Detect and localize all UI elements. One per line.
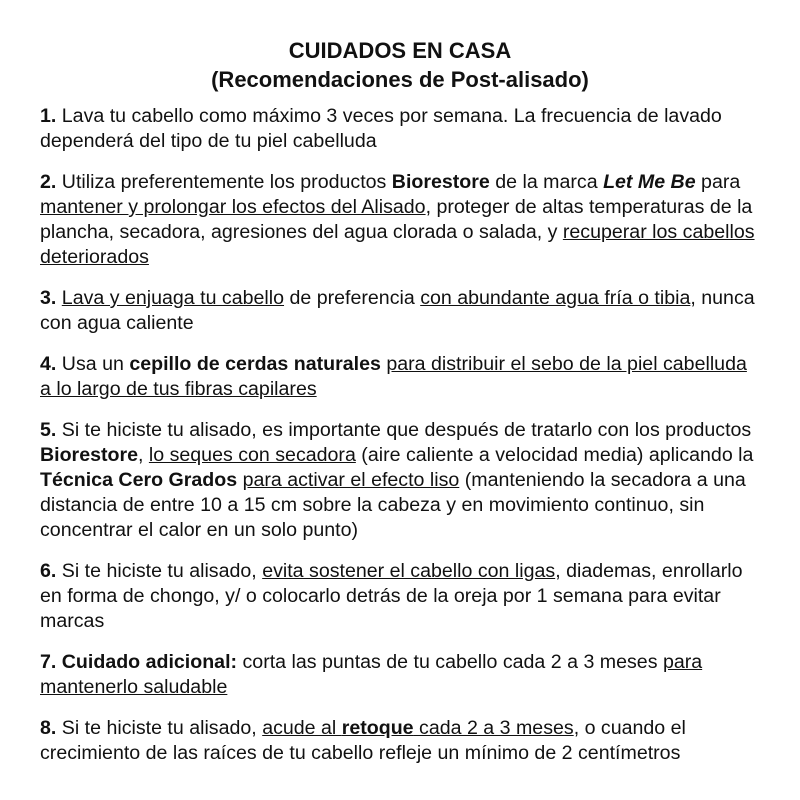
- page-title: CUIDADOS EN CASA: [288, 38, 512, 63]
- text-segment: de la marca: [489, 171, 604, 193]
- text-segment: para mantenerlo saludable: [40, 651, 703, 698]
- text-segment: Biorestore: [40, 444, 138, 466]
- list-item: [40, 418, 762, 543]
- text-segment: corta las puntas de tu cabello cada 2 a 3 meses: [237, 651, 663, 673]
- text-segment: para activar el efecto liso: [242, 469, 460, 491]
- text-segment: de preferencia: [284, 287, 421, 309]
- text-segment: mantener y prolongar los efectos del Alisado: [40, 196, 426, 218]
- list-item: [40, 352, 762, 402]
- text-segment: recuperar los cabellos deteriorados: [40, 221, 755, 268]
- page-subtitle: (Recomendaciones de Post-alisado): [211, 67, 589, 92]
- text-segment: Usa un: [56, 353, 130, 375]
- text-segment: cada 2 a 3 meses: [413, 717, 574, 739]
- list-item: [40, 170, 762, 270]
- text-segment: cepillo de cerdas naturales: [129, 353, 381, 375]
- text-segment: 1.: [40, 105, 57, 127]
- text-segment: Si te hiciste tu alisado, es importante que después de tratarlo con los productos: [56, 419, 752, 441]
- list-item: [40, 559, 762, 634]
- text-segment: Lava tu cabello como máximo 3 veces por semana. La frecuencia de lavado dependerá del tipo de tu piel cabelluda: [40, 105, 722, 152]
- document-header: [0, 0, 800, 94]
- text-segment: 3.: [40, 287, 57, 309]
- text-segment: Técnica Cero Grados: [40, 469, 238, 491]
- list-item: [40, 286, 762, 336]
- text-segment: para: [695, 171, 741, 193]
- text-segment: 4.: [40, 353, 57, 375]
- text-segment: , diademas, enrollarlo en forma de chongo, y/ o colocarlo detrás de la oreja por 1 semana para evitar marcas: [40, 560, 743, 632]
- text-segment: 2.: [40, 171, 57, 193]
- text-segment: 6.: [40, 560, 57, 582]
- text-segment: evita sostener el cabello con ligas: [262, 560, 556, 582]
- text-segment: Lava y enjuaga tu cabello: [61, 287, 285, 309]
- text-segment: Utiliza preferentemente los productos: [56, 171, 392, 193]
- text-segment: , nunca con agua caliente: [40, 287, 755, 334]
- list-item: [40, 104, 762, 154]
- text-segment: Si te hiciste tu alisado,: [56, 560, 263, 582]
- recommendations-list: [0, 94, 800, 766]
- text-segment: Biorestore: [391, 171, 490, 193]
- list-item: [40, 716, 762, 766]
- text-segment: Let Me Be: [603, 171, 696, 193]
- text-segment: acude al: [262, 717, 342, 739]
- list-item: [40, 650, 762, 700]
- text-segment: para distribuir el sebo de la piel cabelluda a lo largo de tus fibras capilares: [40, 353, 747, 400]
- text-segment: , proteger de altas temperaturas de la plancha, secadora, agresiones del agua clorada o salada, y: [40, 196, 753, 243]
- text-segment: , o cuando el crecimiento de las raíces de tu cabello refleje un mínimo de 2 centímetros: [40, 717, 686, 764]
- text-segment: lo seques con secadora: [148, 444, 356, 466]
- text-segment: ,: [138, 444, 149, 466]
- text-segment: 5.: [40, 419, 57, 441]
- text-segment: 8.: [40, 717, 57, 739]
- text-segment: 7. Cuidado adicional:: [40, 651, 238, 673]
- text-segment: (aire caliente a velocidad media) aplicando la: [355, 444, 754, 466]
- text-segment: (manteniendo la secadora a una distancia de entre 10 a 15 cm sobre la cabeza y en movimiento continuo, sin concentrar el calor en un solo punto): [40, 469, 746, 541]
- text-segment: retoque: [341, 717, 414, 739]
- text-segment: con abundante agua fría o tibia: [420, 287, 691, 309]
- text-segment: Si te hiciste tu alisado,: [56, 717, 263, 739]
